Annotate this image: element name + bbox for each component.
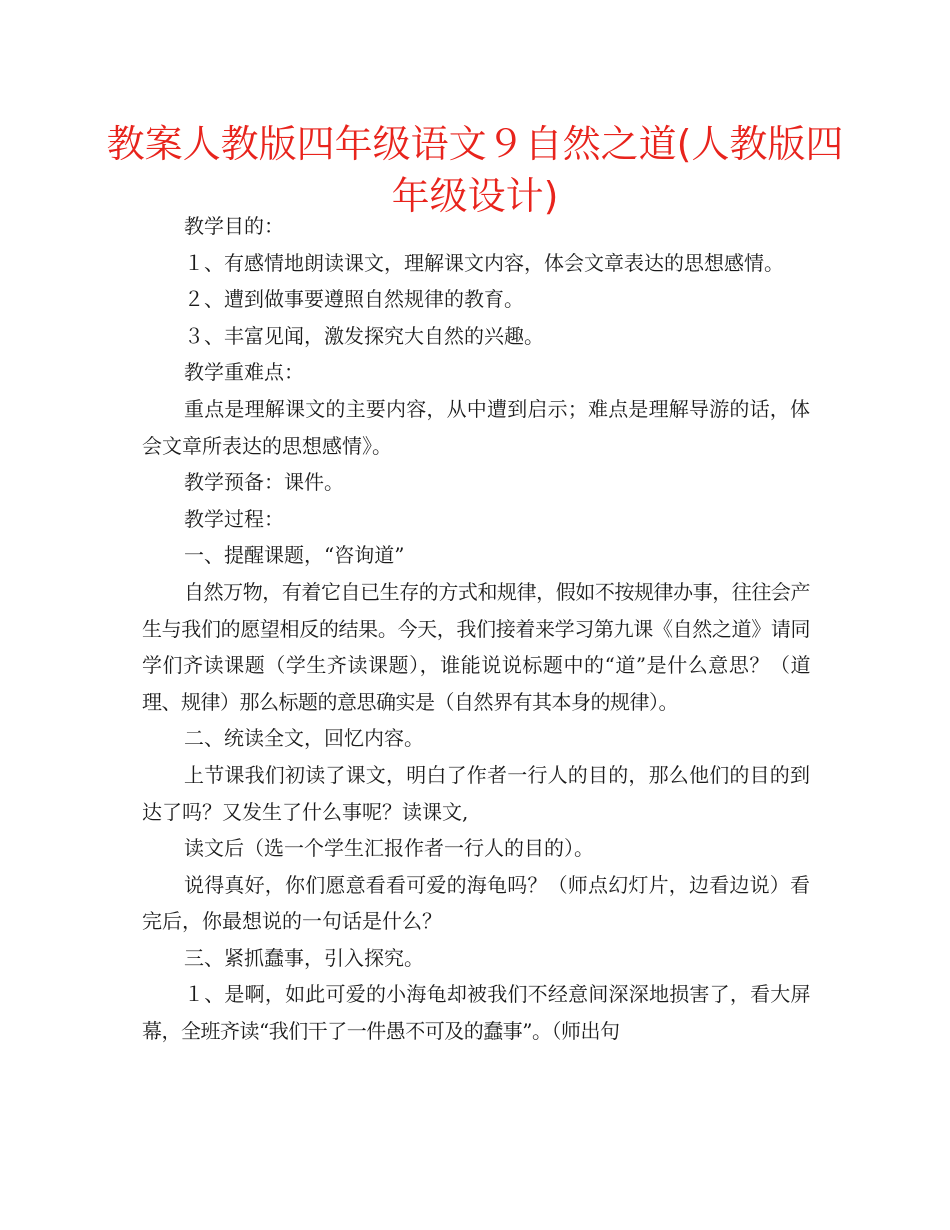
paragraph: １、有感情地朗读课文，理解课文内容，体会文章表达的思想感情。	[184, 250, 784, 275]
paragraph: 教学目的：	[184, 214, 284, 238]
paragraph: 教学过程：	[184, 506, 284, 531]
paragraph: 教学预备：课件。	[184, 470, 344, 495]
paragraph: 三、紧抓蠢事，引入探究。	[184, 945, 424, 970]
paragraph: 上节课我们初读了课文，明白了作者一行人的目的，那么他们的目的到达了吗？又发生了什么事呢？读课文,	[142, 762, 810, 824]
paragraph: 说得真好，你们愿意看看可爱的海龟吗？（师点幻灯片，边看边说）看完后，你最想说的一句话是什么？	[142, 872, 810, 934]
paragraph: １、是啊，如此可爱的小海龟却被我们不经意间深深地损害了，看大屏幕，全班齐读“我们干了一件愚不可及的蠢事”。（师出句	[142, 982, 810, 1044]
paragraph: 自然万物，有着它自已生存的方式和规律，假如不按规律办事，往往会产生与我们的愿望相反的结果。今天，我们接着来学习第九课《自然之道》请同学们齐读课题（学生齐读课题），谁能说说标题中的“道”是什么意思？（道理、规律）那么标题的意思确实是（自然界有其本身的规律）。	[142, 579, 810, 714]
document-title: 教案人教版四年级语文９自然之道(人教版四年级设计)	[106, 122, 844, 218]
paragraph: 一、提醒课题，“咨询道”	[184, 543, 405, 568]
paragraph: 教学重难点：	[184, 360, 304, 385]
paragraph: 读文后（选一个学生汇报作者一行人的目的）。	[184, 836, 594, 861]
paragraph: ２、遭到做事要遵照自然规律的教育。	[184, 287, 524, 312]
paragraph: ３、丰富见闻，激发探究大自然的兴趣。	[184, 323, 544, 348]
paragraph: 重点是理解课文的主要内容，从中遭到启示；难点是理解导游的话，体会文章所表达的思想感情》。	[142, 396, 810, 458]
document-body	[142, 208, 810, 1050]
paragraph: 二、统读全文，回忆内容。	[184, 726, 424, 751]
